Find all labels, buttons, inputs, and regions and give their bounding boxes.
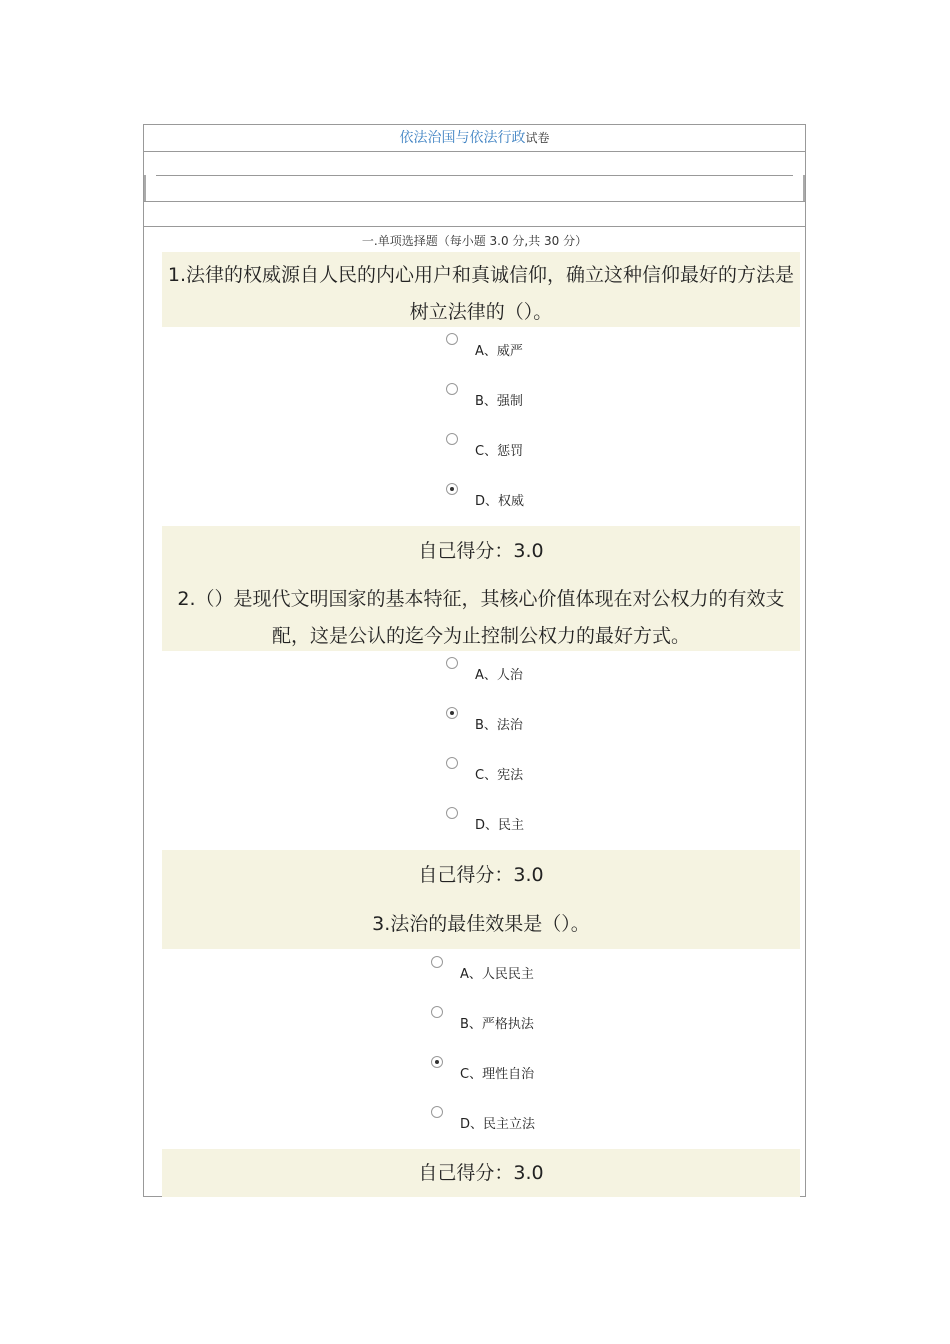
radio-option-b[interactable] (446, 383, 458, 395)
separator-line (156, 175, 793, 176)
option-label: B、强制 (475, 394, 523, 409)
radio-option-d[interactable] (446, 483, 458, 495)
exam-title (144, 125, 805, 152)
option-label: B、法治 (475, 718, 523, 733)
radio-option-b[interactable] (431, 1006, 443, 1018)
score-text: 自己得分：3.0 (162, 1149, 800, 1197)
question-text: 1.法律的权威源自人民的内心用户和真诚信仰，确立这种信仰最好的方法是树立法律的（）。 (162, 252, 800, 327)
radio-option-a[interactable] (446, 333, 458, 345)
option-label: D、权威 (475, 494, 525, 509)
option-label: D、民主 (475, 818, 525, 833)
option-label: A、人民民主 (460, 967, 534, 982)
radio-option-d[interactable] (446, 807, 458, 819)
section-heading: 一.单项选择题（每小题 3.0 分,共 30 分） (361, 234, 588, 248)
radio-option-a[interactable] (446, 657, 458, 669)
option-label: C、宪法 (475, 768, 524, 783)
radio-option-c[interactable] (431, 1056, 443, 1068)
divider (144, 201, 805, 202)
radio-option-b[interactable] (446, 707, 458, 719)
exam-title-suffix: 试卷 (525, 131, 550, 145)
option-label: C、惩罚 (475, 444, 524, 459)
divider (144, 226, 805, 227)
score-text: 自己得分：3.0 (162, 526, 800, 576)
exam-title-link[interactable]: 依法治国与依法行政 (399, 130, 526, 146)
option-label: A、人治 (475, 668, 523, 683)
question-text: 3.法治的最佳效果是（）。 (162, 900, 800, 949)
radio-option-c[interactable] (446, 757, 458, 769)
radio-option-c[interactable] (446, 433, 458, 445)
separator-box (144, 175, 805, 201)
option-label: B、严格执法 (460, 1017, 534, 1032)
exam-frame (143, 124, 806, 1197)
option-label: A、威严 (475, 344, 523, 359)
radio-option-a[interactable] (431, 956, 443, 968)
score-text: 自己得分：3.0 (162, 850, 800, 900)
option-label: C、理性自治 (460, 1067, 535, 1082)
option-label: D、民主立法 (460, 1117, 536, 1132)
radio-option-d[interactable] (431, 1106, 443, 1118)
question-text: 2.（）是现代文明国家的基本特征，其核心价值体现在对公权力的有效支配，这是公认的迄今为止控制公权力的最好方式。 (162, 576, 800, 651)
